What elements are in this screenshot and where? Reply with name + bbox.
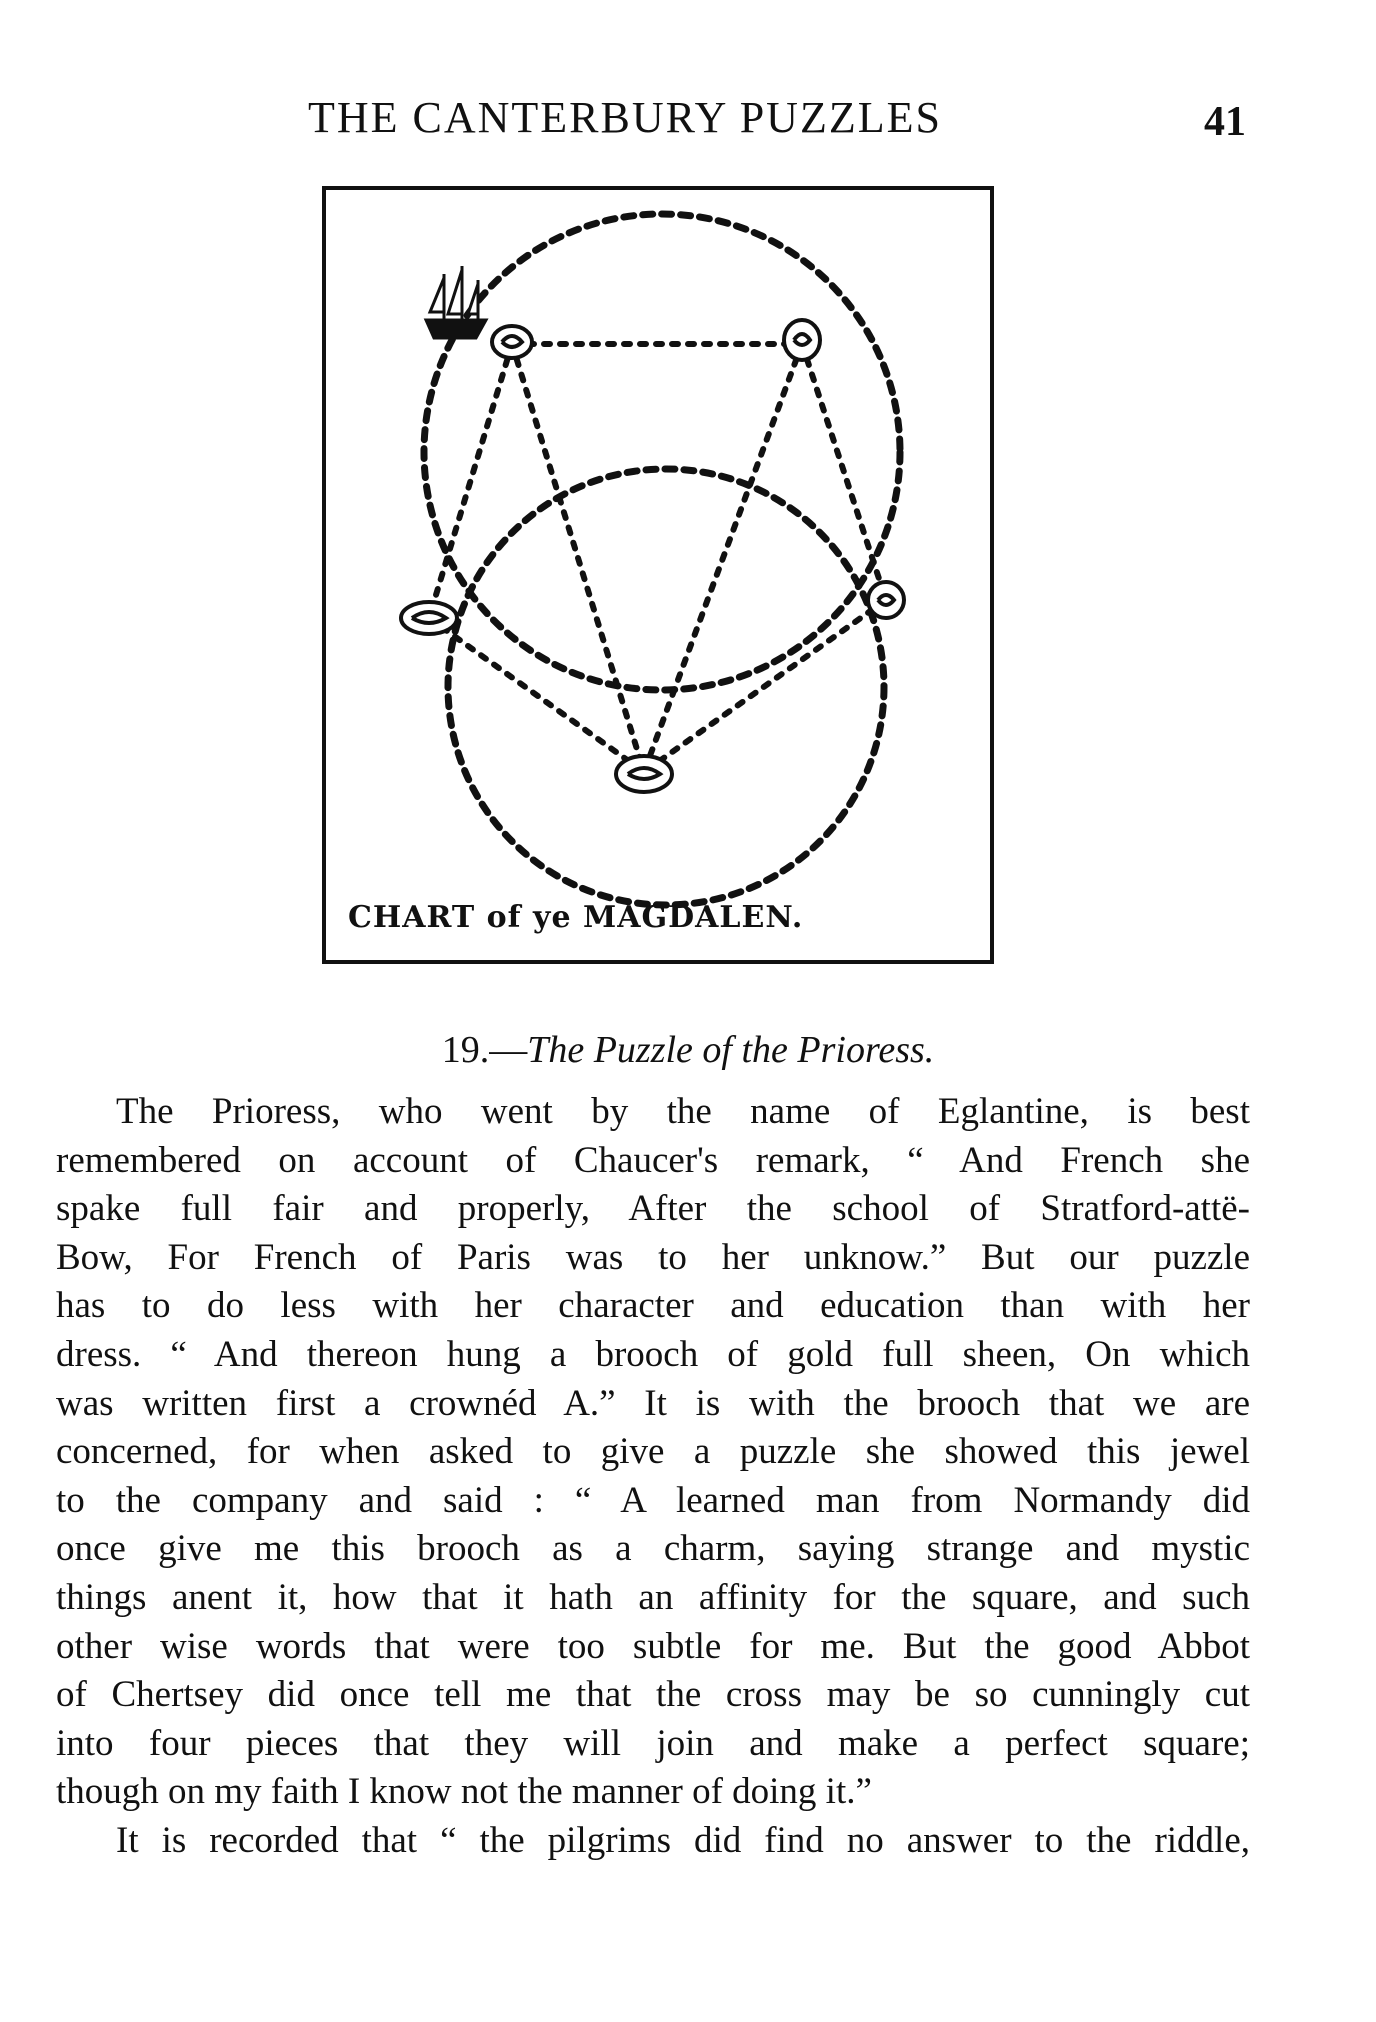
page-number: 41 — [1204, 99, 1246, 145]
island-right — [868, 582, 904, 618]
text-line: remembered on account of Chaucer's remark, “ And French she — [56, 1139, 1250, 1181]
text-line: though on my faith I know not the manner of doing it.” — [56, 1771, 872, 1813]
text-line: other wise words that were too subtle for me. But the good Abbot — [56, 1625, 1250, 1667]
text-line: It is recorded that “ the pilgrims did find no answer to the riddle, — [116, 1819, 1250, 1861]
text-line: has to do less with her character and education than with her — [56, 1285, 1250, 1327]
text-line: Bow, For French of Paris was to her unknow.” But our puzzle — [56, 1236, 1250, 1278]
text-line: once give me this brooch as a charm, saying strange and mystic — [56, 1528, 1250, 1570]
paragraph-1 — [56, 1088, 1250, 1817]
body-text — [56, 1088, 1250, 1866]
chart-figure — [322, 186, 994, 964]
upper-circle — [424, 214, 900, 690]
island-left — [401, 602, 457, 634]
paragraph-2 — [56, 1817, 1250, 1866]
route-left-diagonal — [512, 344, 644, 772]
puzzle-number: 19.— — [441, 1029, 528, 1071]
text-line: concerned, for when asked to give a puzzle she showed this jewel — [56, 1431, 1250, 1473]
chart-illustration — [326, 190, 990, 960]
text-line: dress. “ And thereon hung a brooch of gold full sheen, On which — [56, 1333, 1250, 1375]
chart-caption: CHART of ye MAGDALEN. — [348, 900, 804, 935]
ship-icon — [426, 266, 486, 338]
text-line: into four pieces that they will join and make a perfect square; — [56, 1722, 1250, 1764]
puzzle-title: The Puzzle of the Prioress. — [527, 1029, 935, 1071]
text-line: The Prioress, who went by the name of Eglantine, is best — [116, 1091, 1250, 1132]
text-line: things anent it, how that it hath an affinity for the square, and such — [56, 1576, 1250, 1618]
island-top-right — [784, 320, 820, 360]
island-top-left — [492, 326, 532, 358]
route-lower-right — [644, 600, 886, 772]
page-header — [0, 92, 1376, 152]
route-lower-left — [429, 618, 644, 772]
puzzle-heading — [0, 1028, 1376, 1072]
text-line: was written first a crownéd A.” It is with the brooch that we are — [56, 1382, 1250, 1424]
island-bottom — [616, 756, 672, 792]
route-right-diagonal — [644, 344, 802, 772]
text-line: of Chertsey did once tell me that the cross may be so cunningly cut — [56, 1674, 1250, 1716]
running-head: THE CANTERBURY PUZZLES — [308, 93, 942, 142]
route-upper-left — [429, 344, 512, 618]
text-line: spake full fair and properly, After the school of Stratford-attë- — [56, 1188, 1250, 1230]
text-line: to the company and said : “ A learned man from Normandy did — [56, 1479, 1250, 1521]
